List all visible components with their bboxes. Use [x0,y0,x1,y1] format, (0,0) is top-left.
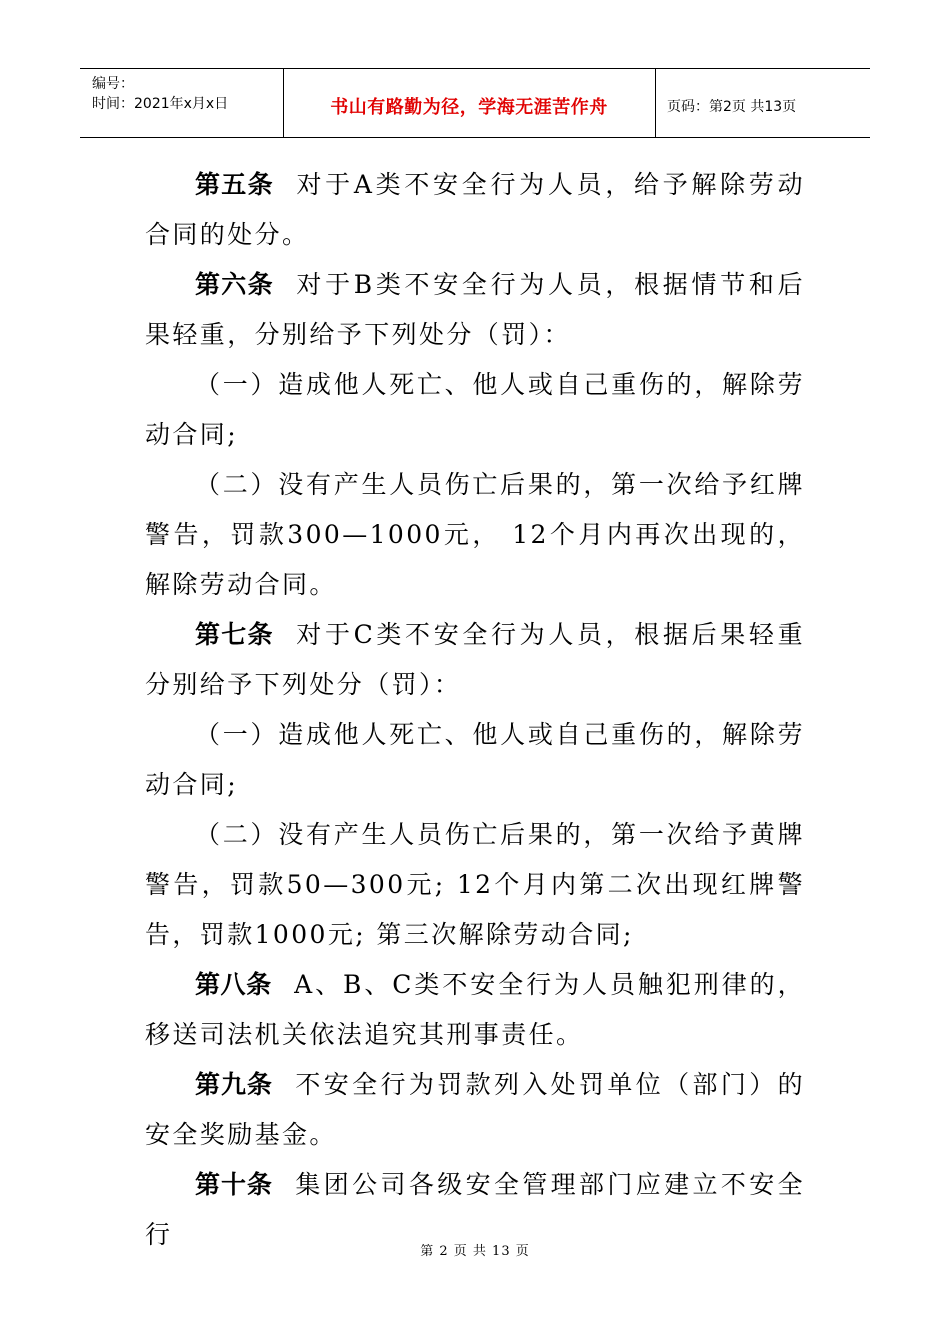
paragraph-text: A、B、C类不安全行为人员触犯刑律的，移送司法机关依法追究其刑事责任。 [145,970,805,1049]
article-heading: 第六条 [195,270,274,299]
paragraph [145,610,805,710]
header-page-number: 页码：第2页 共13页 [667,99,797,115]
paragraph-text: 不安全行为罚款列入处罚单位（部门）的安全奖励基金。 [145,1070,805,1149]
paragraph [145,710,805,810]
paragraph-text: （一）造成他人死亡、他人或自己重伤的，解除劳动合同; [145,370,805,449]
paragraph-text: （二）没有产生人员伤亡后果的，第一次给予红牌警告，罚款300—1000元， 12个月内再次出现的，解除劳动合同。 [145,470,805,599]
paragraph [145,160,805,260]
header-motto-cell [283,69,656,137]
article-heading: 第十条 [195,1170,273,1199]
paragraph-text: 对于A类不安全行为人员，给予解除劳动合同的处分。 [145,170,805,249]
paragraph-text: 对于C类不安全行为人员，根据后果轻重分别给予下列处分（罚）： [145,620,805,699]
header-motto: 书山有路勤为径，学海无涯苦作舟 [330,97,608,118]
paragraph-text: 对于B类不安全行为人员，根据情节和后果轻重，分别给予下列处分（罚）： [145,270,805,349]
page-footer: 第 2 页 共 13 页 [420,1244,530,1259]
paragraph [145,960,805,1060]
paragraph-text: （二）没有产生人员伤亡后果的，第一次给予黄牌警告，罚款50—300元; 12个月内第二次出现红牌警告，罚款1000元; 第三次解除劳动合同; [145,820,805,949]
article-heading: 第九条 [195,1070,273,1099]
document-number-label: 编号： [92,76,134,92]
paragraph [145,1060,805,1160]
article-heading: 第五条 [195,170,274,199]
document-body [145,160,805,1260]
page-header [80,68,870,138]
article-heading: 第八条 [195,970,272,999]
article-heading: 第七条 [195,620,274,649]
paragraph-text: （一）造成他人死亡、他人或自己重伤的，解除劳动合同; [145,720,805,799]
paragraph [145,460,805,610]
paragraph [145,360,805,460]
paragraph [145,810,805,960]
paragraph [145,260,805,360]
document-time-label: 时间：2021年x月x日 [92,96,229,112]
header-page-cell [655,69,870,137]
header-info-cell [80,69,284,137]
paragraph-text: 集团公司各级安全管理部门应建立不安全行 [145,1170,805,1249]
